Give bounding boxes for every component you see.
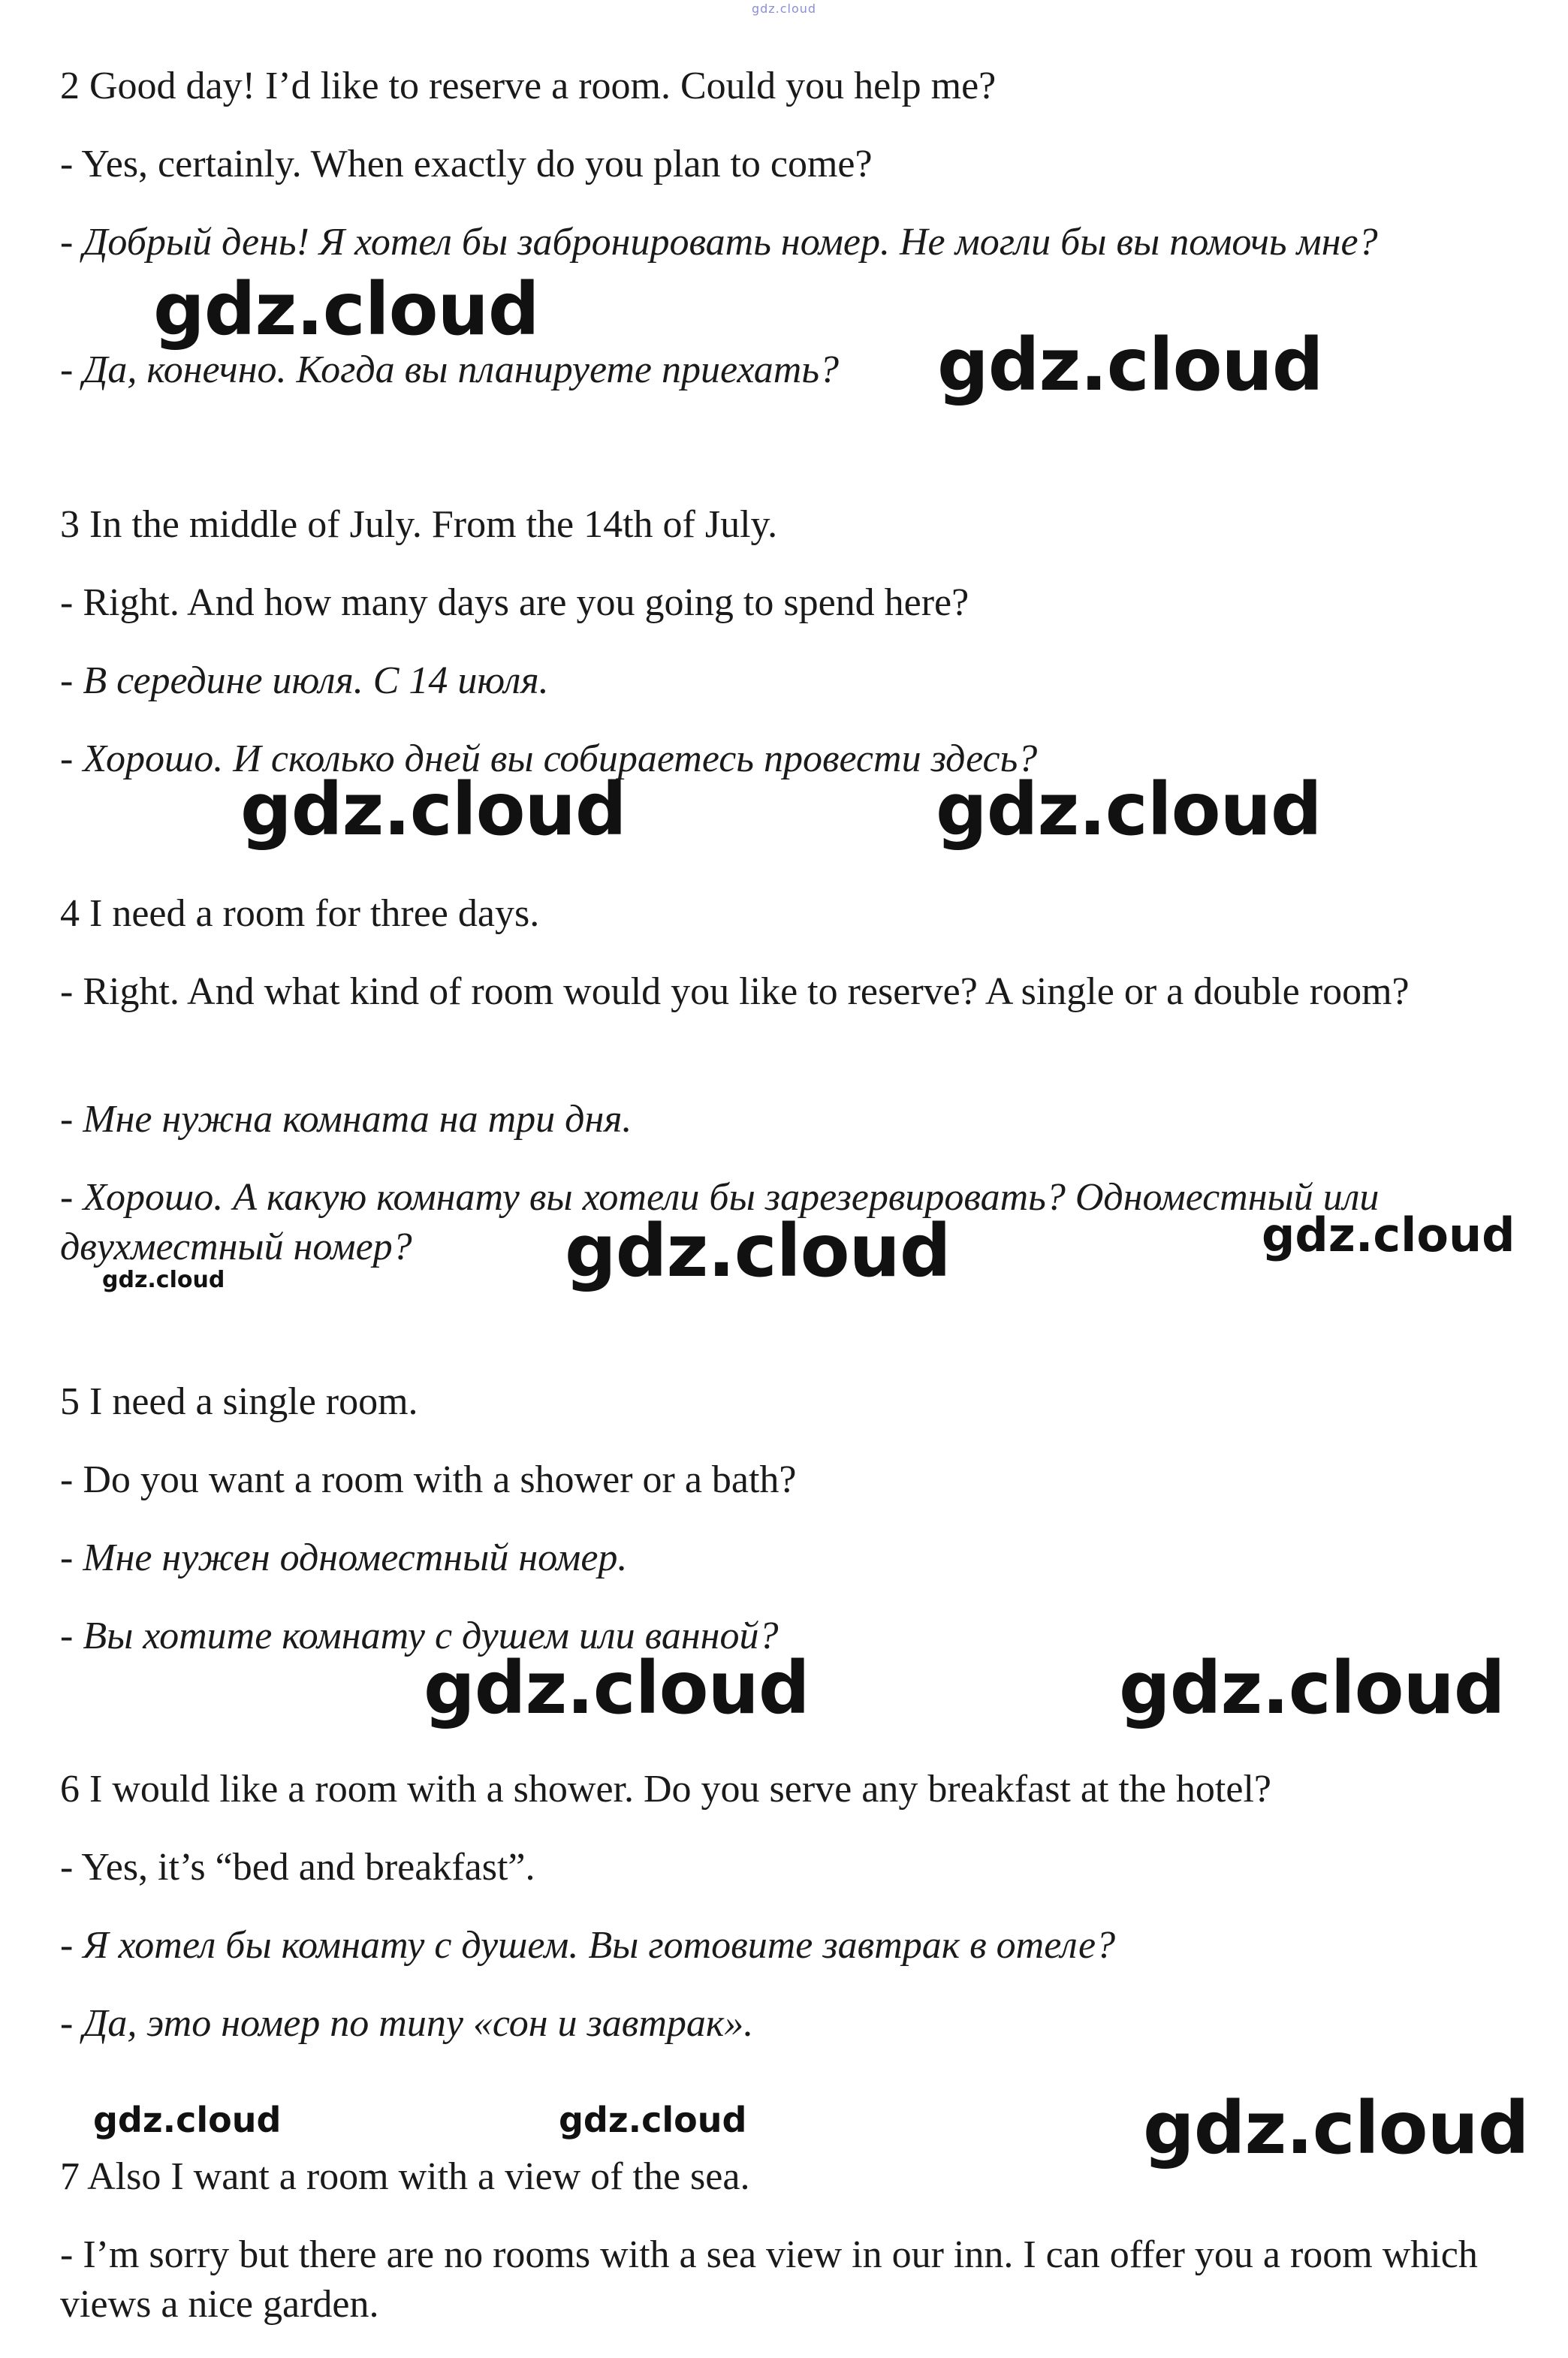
watermark: gdz.cloud — [565, 1209, 951, 1293]
dialogue-line-ru: - Вы хотите комнату с душем или ванной? — [60, 1615, 779, 1657]
dialogue-line-ru: - Я хотел бы комнату с душем. Вы готовите завтрак в отеле? — [60, 1924, 1116, 1967]
watermark: gdz.cloud — [102, 1267, 225, 1293]
dialogue-line-ru: - Хорошо. А какую комнату вы хотели бы зарезервировать? Одноместный или двухместный номер? — [60, 1176, 1380, 1268]
dialogue-line-ru: - Мне нужна комната на три дня. — [60, 1098, 632, 1141]
dialogue-line-en: 5 I need a single room. — [60, 1380, 418, 1423]
dialogue-line-ru: - Да, это номер по типу «сон и завтрак». — [60, 2002, 754, 2045]
watermark: gdz.cloud — [937, 323, 1323, 407]
watermark: gdz.cloud — [153, 267, 539, 351]
header-watermark: gdz.cloud — [751, 2, 817, 16]
dialogue-line-en: - I’m sorry but there are no rooms with a sea view in our inn. I can offer you a room which views a nice garden. — [60, 2233, 1478, 2326]
dialogue-line-en: - Yes, it’s “bed and breakfast”. — [60, 1846, 535, 1889]
dialogue-line-en: - Yes, certainly. When exactly do you plan to come? — [60, 143, 873, 185]
dialogue-line-en: 7 Also I want a room with a view of the sea. — [60, 2155, 750, 2198]
watermark: gdz.cloud — [1119, 1646, 1505, 1730]
dialogue-line-ru: - В середине июля. С 14 июля. — [60, 659, 549, 702]
watermark: gdz.cloud — [424, 1646, 810, 1730]
watermark: gdz.cloud — [559, 2100, 747, 2140]
dialogue-line-en: - Right. And what kind of room would you like to reserve? A single or a double room? — [60, 970, 1410, 1013]
dialogue-line-ru: - Да, конечно. Когда вы планируете приехать? — [60, 348, 840, 391]
watermark: gdz.cloud — [936, 767, 1322, 852]
watermark: gdz.cloud — [1262, 1208, 1515, 1262]
dialogue-line-en: - Right. And how many days are you going to spend here? — [60, 581, 969, 624]
watermark: gdz.cloud — [93, 2100, 282, 2140]
dialogue-line-ru: - Добрый день! Я хотел бы забронировать номер. Не могли бы вы помочь мне? — [60, 221, 1378, 264]
dialogue-line-ru: - Хорошо. И сколько дней вы собираетесь провести здесь? — [60, 737, 1038, 780]
dialogue-line-en: 6 I would like a room with a shower. Do you serve any breakfast at the hotel? — [60, 1768, 1271, 1811]
watermark: gdz.cloud — [240, 767, 626, 852]
dialogue-line-en: 3 In the middle of July. From the 14th of July. — [60, 503, 778, 546]
dialogue-line-en: - Do you want a room with a shower or a bath? — [60, 1458, 797, 1501]
dialogue-line-ru: - Мне нужен одноместный номер. — [60, 1536, 628, 1579]
watermark: gdz.cloud — [1143, 2086, 1529, 2170]
dialogue-line-en: 4 I need a room for three days. — [60, 892, 540, 935]
dialogue-line-en: 2 Good day! I’d like to reserve a room. Could you help me? — [60, 65, 997, 107]
